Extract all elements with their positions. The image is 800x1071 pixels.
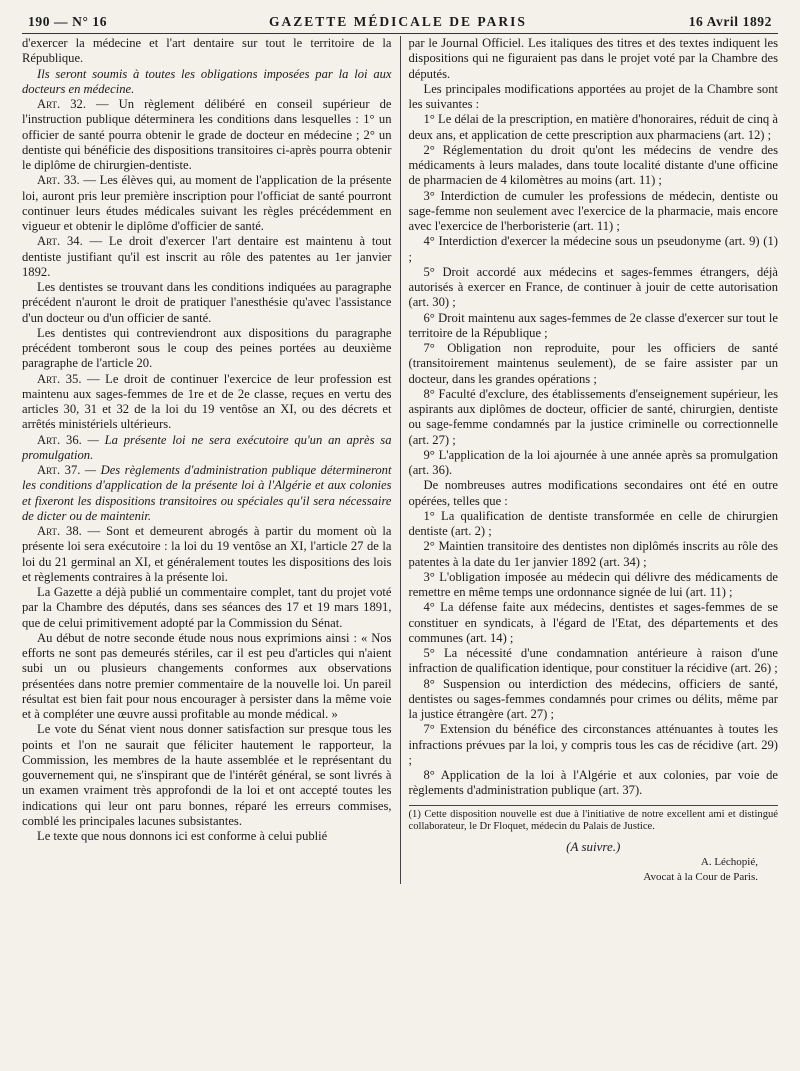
article-text: — La présente loi ne sera exécutoire qu'un an après sa promulgation. xyxy=(22,432,392,462)
issue-date: 16 Avril 1892 xyxy=(688,14,772,29)
footnote: (1) Cette disposition nouvelle est due à l'initiative de notre excellent ami et distingué collaborateur, le Dr Floquet, médecin du Palais de Justice. xyxy=(409,805,779,835)
paragraph: Les principales modifications apportées au projet de la Chambre sont les suivantes : xyxy=(408,81,778,111)
paragraph: par le Journal Officiel. Les italiques des titres et des textes indiquent les dispositions qui ne figuraient pas dans le projet voté par la Chambre des députés. xyxy=(408,36,778,81)
paragraph: Les dentistes se trouvant dans les conditions indiquées au paragraphe précédent n'auront le droit de pratiquer l'anesthésie qu'avec l'assistance d'un docteur ou d'un officier de santé. xyxy=(22,280,392,325)
article-34 xyxy=(22,234,392,280)
article-33 xyxy=(22,173,392,234)
list-item: 5° La nécessité d'une condamnation antérieure à raison d'une infraction de qualification identique, pour constituer la récidive (art. 26) ; xyxy=(408,646,778,676)
article-32 xyxy=(22,97,392,173)
left-column xyxy=(22,36,401,884)
article-text: — Sont et demeurent abrogés à partir du moment où la présente loi sera exécutoire : la loi du 19 ventôse an XI, l'article 27 de la loi du 21 germinal an XI, et généralement toutes les dispositions des lois et règlements contraires à la présente loi. xyxy=(22,524,392,584)
article-label: Art. 34. xyxy=(37,234,83,249)
article-text: — Le droit d'exercer l'art dentaire est maintenu à tout dentiste justifiant qu'il est inscrit au rôle des patentes au 1er janvier 1892. xyxy=(22,234,392,279)
list-item: 3° L'obligation imposée au médecin qui délivre des médicaments de remettre en même temps une ordonnance signée de lui (art. 11) ; xyxy=(408,569,778,599)
article-37 xyxy=(22,463,392,524)
list-item: 8° Suspension ou interdiction des médecins, officiers de santé, dentistes ou sages-femmes condamnés pour crimes ou délits, même par la justice étrangère (art. 27) ; xyxy=(408,676,778,721)
article-label: Art. 38. xyxy=(37,524,82,538)
list-item: 4° Interdiction d'exercer la médecine sous un pseudonyme (art. 9) (1) ; xyxy=(408,234,778,264)
right-column xyxy=(401,36,779,884)
paragraph: Le texte que nous donnons ici est conforme à celui publié xyxy=(37,829,328,843)
journal-title: GAZETTE MÉDICALE DE PARIS xyxy=(268,14,527,29)
page-number: 190 — N° 16 xyxy=(28,14,108,29)
list-item: 2° Maintien transitoire des dentistes non diplômés inscrits au rôle des patentes à la date du 1er janvier 1892 (art. 34) ; xyxy=(408,539,778,569)
article-label: Art. 32. xyxy=(37,97,86,111)
list-item: 9° L'application de la loi ajournée à une année après sa promulgation (art. 36). xyxy=(408,447,778,477)
paragraph: Au début de notre seconde étude nous nous exprimions ainsi : « Nos efforts ne sont pas demeurés stériles, car il est peu d'articles qui n'aient subi un ou plusieurs changements conformes aux observations présentées dans notre premier commentaire de la nouvelle loi. Un pareil résultat est bien fait pour nous encourager à persister dans la même voie et à compléter une œuvre aussi profitable au monde médical. » xyxy=(22,630,392,721)
list-item: 4° La défense faite aux médecins, dentistes et sages-femmes de se constituer en syndicats, à l'égard de l'Etat, des départements et des communes (art. 14) ; xyxy=(408,600,778,645)
article-text: — Le droit de continuer l'exercice de leur profession est maintenu aux sages-femmes de 1re et de 2e classe, reçues en vertu des articles 30, 31 et 32 de la loi du 19 ventôse an XI, ou des décrets et arrêtés ministériels ultérieurs. xyxy=(22,371,392,432)
paragraph: La Gazette a déjà publié un commentaire complet, tant du projet voté par la Chambre des députés, dans ses séances des 17 et 19 mars 1891, que de celui primitivement adopté par la Commission du Sénat. xyxy=(22,585,392,630)
list-item: 6° Droit maintenu aux sages-femmes de 2e classe d'exercer sur tout le territoire de la République ; xyxy=(408,310,778,340)
article-text: — Des règlements d'administration publique détermineront les conditions d'application de la présente loi à l'Algérie et aux colonies et fixeront les dispositions transitoires ou spéciales qu'il sera nécessaire de dicter ou de maintenir. xyxy=(22,463,392,523)
to-be-continued: (A suivre.) xyxy=(566,839,621,855)
list-item: 3° Interdiction de cumuler les professions de médecin, dentiste ou sage-femme non seulement avec l'exercice de la pharmacie, mais encore avec l'exercice de l'herboristerie (art. 11) ; xyxy=(408,188,778,233)
list-item: 1° La qualification de dentiste transformée en celle de chirurgien dentiste (art. 2) ; xyxy=(408,508,778,538)
list-item: 8° Application de la loi à l'Algérie et aux colonies, par voie de règlements d'administration publique (art. 37). xyxy=(408,768,778,798)
article-38 xyxy=(22,524,392,585)
article-label: Art. 37. xyxy=(37,463,81,477)
paragraph: De nombreuses autres modifications secondaires ont été en outre opérées, telles que : xyxy=(408,478,778,508)
columns xyxy=(22,36,778,884)
list-item: 2° Réglementation du droit qu'ont les médecins de vendre des médicaments à leurs malades, dans toute localité distante d'une officine de pharmacien de 4 kilomètres au moins (art. 11) ; xyxy=(408,142,778,188)
article-text: — Les élèves qui, au moment de l'application de la présente loi, auront pris leur première inscription pour l'officiat de santé pourront continuer leurs études médicales suivant les règles précédemment en vigueur et obtenir le diplôme d'officier de santé. xyxy=(22,173,392,233)
article-35 xyxy=(22,372,392,433)
list-item: 7° Extension du bénéfice des circonstances atténuantes à toutes les infractions prévues par la loi, y compris tous les cas de récidive (art. 29) ; xyxy=(408,722,778,767)
article-36 xyxy=(22,433,392,464)
list-item: 8° Faculté d'exclure, des établissements d'enseignement supérieur, les aspirants aux diplômes de docteur, officier de santé, chirurgien, dentiste ou sage-femme condamnés par la justice criminelle ou correctionnelle (art. 27) ; xyxy=(408,386,778,447)
paragraph: Les dentistes qui contreviendront aux dispositions du paragraphe précédent tomberont sous le coup des peines portées au deuxième paragraphe de l'article 20. xyxy=(22,325,392,371)
list-item: 5° Droit accordé aux médecins et sages-femmes étrangers, déjà autorisés à exercer en France, de continuer à jouir de cette autorisation (art. 30) ; xyxy=(408,264,778,310)
article-label: Art. 33. xyxy=(37,173,80,188)
signature-name: A. Léchopié, xyxy=(700,856,758,869)
page-header xyxy=(22,14,778,34)
paragraph-italic: Ils seront soumis à toutes les obligations imposées par la loi aux docteurs en médecine. xyxy=(22,66,392,96)
article-label: Art. 36. xyxy=(37,432,82,447)
list-item: 7° Obligation non reproduite, pour les officiers de santé (transitoirement maintenus seulement), de se faire assister par un docteur, dans les grandes opérations ; xyxy=(408,341,778,386)
signature-title: Avocat à la Cour de Paris. xyxy=(643,871,758,884)
paragraph: Le vote du Sénat vient nous donner satisfaction sur presque tous les points et l'on ne saurait que féliciter hautement le rapporteur, la Commission, les membres de la haute assemblée et le représentant du gouvernement qui, ne s'inspirant que de l'intérêt général, se sont livrés à un examen vraiment très approfondi de la loi et ont accepté toutes les indications qui leur ont paru bonnes, réparé les erreurs commises, comblé les principales lacunes subsistantes. xyxy=(22,722,392,828)
list-item: 1° Le délai de la prescription, en matière d'honoraires, réduit de cinq à deux ans, et application de cette prescription aux pharmaciens (art. 12) ; xyxy=(408,112,778,142)
article-text: — Un règlement délibéré en conseil supérieur de l'instruction publique déterminera les conditions dans lesquelles : 1° un officier de santé pourra obtenir le grade de docteur en médecine ; 2° un dentiste qui bénéficie des dispositions transitoires ci-après pourra obtenir le diplôme de chirurgien-dentiste. xyxy=(22,97,392,172)
paragraph: d'exercer la médecine et l'art dentaire sur tout le territoire de la République. xyxy=(22,36,392,66)
article-label: Art. 35. xyxy=(37,371,82,386)
